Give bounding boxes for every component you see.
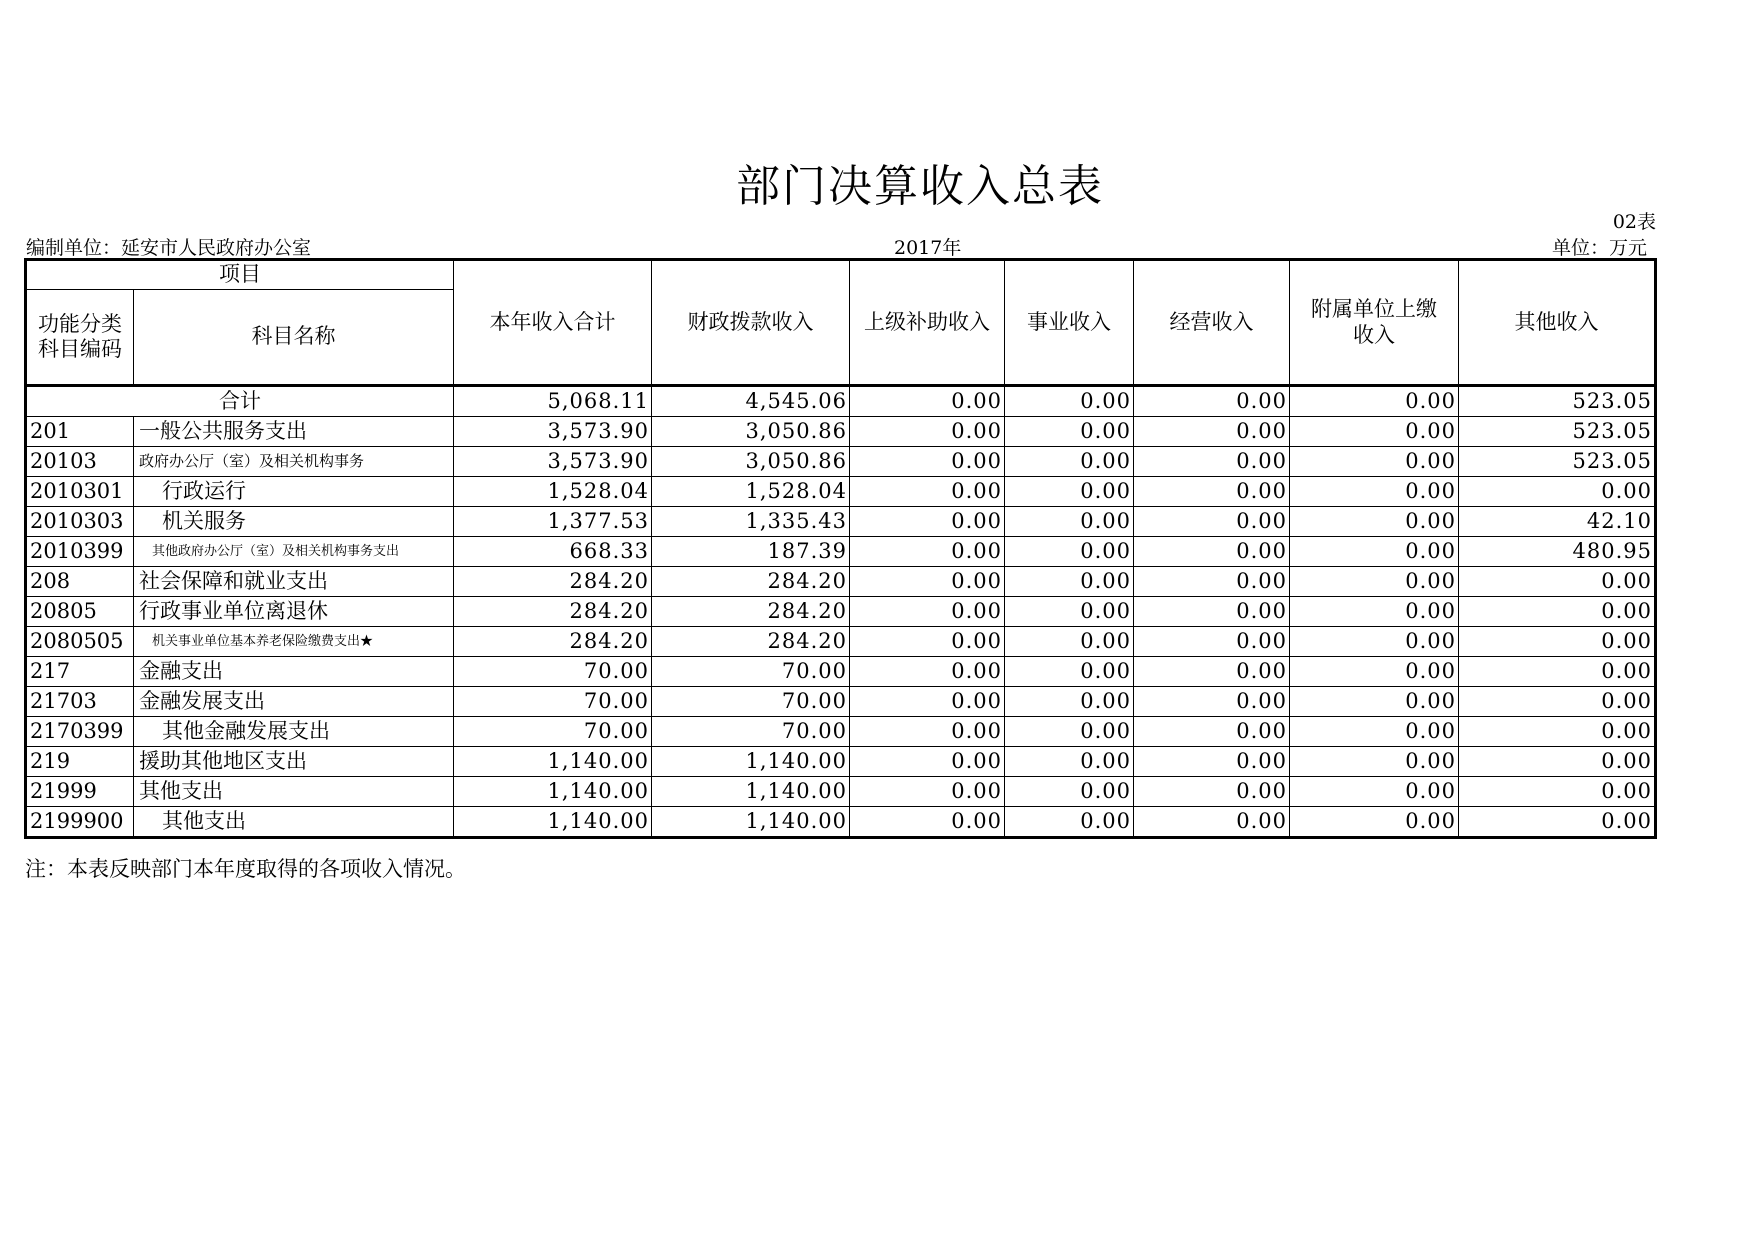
table-row bbox=[26, 477, 1656, 507]
row-code: 21999 bbox=[26, 777, 134, 807]
table-row bbox=[26, 807, 1656, 838]
row-value: 0.00 bbox=[1005, 417, 1134, 447]
row-value: 0.00 bbox=[850, 687, 1005, 717]
row-value: 480.95 bbox=[1459, 537, 1656, 567]
header-superior-subsidy: 上级补助收入 bbox=[850, 260, 1005, 386]
row-value: 70.00 bbox=[454, 687, 652, 717]
table-note: 注：本表反映部门本年度取得的各项收入情况。 bbox=[25, 857, 466, 881]
row-value: 0.00 bbox=[850, 717, 1005, 747]
row-value: 1,140.00 bbox=[454, 747, 652, 777]
row-name: 其他金融发展支出 bbox=[134, 717, 454, 747]
row-value: 284.20 bbox=[652, 597, 850, 627]
row-value: 1,528.04 bbox=[454, 477, 652, 507]
row-value: 0.00 bbox=[1290, 627, 1459, 657]
row-code: 20805 bbox=[26, 597, 134, 627]
row-name: 其他支出 bbox=[134, 807, 454, 838]
table-row bbox=[26, 687, 1656, 717]
table-row bbox=[26, 717, 1656, 747]
row-code: 208 bbox=[26, 567, 134, 597]
row-value: 0.00 bbox=[850, 567, 1005, 597]
row-name: 社会保障和就业支出 bbox=[134, 567, 454, 597]
header-project: 项目 bbox=[26, 260, 454, 290]
row-value: 0.00 bbox=[1005, 687, 1134, 717]
row-value: 0.00 bbox=[1134, 747, 1290, 777]
row-value: 284.20 bbox=[652, 627, 850, 657]
row-value: 1,140.00 bbox=[454, 807, 652, 838]
header-business-revenue: 事业收入 bbox=[1005, 260, 1134, 386]
row-value: 0.00 bbox=[1005, 447, 1134, 477]
row-code: 20103 bbox=[26, 447, 134, 477]
row-value: 0.00 bbox=[1134, 597, 1290, 627]
row-value: 1,377.53 bbox=[454, 507, 652, 537]
row-value: 0.00 bbox=[1459, 627, 1656, 657]
row-value: 0.00 bbox=[1005, 657, 1134, 687]
row-value: 0.00 bbox=[1134, 687, 1290, 717]
compiling-unit: 编制单位：延安市人民政府办公室 bbox=[26, 237, 312, 259]
row-value: 0.00 bbox=[850, 447, 1005, 477]
row-value: 0.00 bbox=[1134, 537, 1290, 567]
row-name: 一般公共服务支出 bbox=[134, 417, 454, 447]
total-row bbox=[26, 386, 1656, 417]
row-value: 70.00 bbox=[454, 657, 652, 687]
row-value: 1,140.00 bbox=[652, 777, 850, 807]
row-value: 1,140.00 bbox=[652, 747, 850, 777]
row-value: 1,140.00 bbox=[454, 777, 652, 807]
row-value: 0.00 bbox=[1290, 747, 1459, 777]
row-value: 0.00 bbox=[1459, 597, 1656, 627]
row-name: 行政运行 bbox=[134, 477, 454, 507]
table-row bbox=[26, 747, 1656, 777]
row-value: 284.20 bbox=[454, 627, 652, 657]
row-code: 217 bbox=[26, 657, 134, 687]
table-row bbox=[26, 447, 1656, 477]
header-operating-revenue: 经营收入 bbox=[1134, 260, 1290, 386]
row-value: 0.00 bbox=[1134, 717, 1290, 747]
row-name: 其他支出 bbox=[134, 777, 454, 807]
row-value: 0.00 bbox=[1459, 657, 1656, 687]
row-value: 0.00 bbox=[1005, 717, 1134, 747]
row-code: 201 bbox=[26, 417, 134, 447]
row-value: 0.00 bbox=[1459, 717, 1656, 747]
row-value: 0.00 bbox=[850, 537, 1005, 567]
table-number: 02表 bbox=[1612, 211, 1656, 233]
row-value: 0.00 bbox=[850, 477, 1005, 507]
row-value: 70.00 bbox=[652, 657, 850, 687]
row-name: 金融发展支出 bbox=[134, 687, 454, 717]
total-cell: 4,545.06 bbox=[652, 386, 850, 417]
row-value: 0.00 bbox=[1290, 417, 1459, 447]
table-row bbox=[26, 777, 1656, 807]
row-name: 援助其他地区支出 bbox=[134, 747, 454, 777]
row-value: 523.05 bbox=[1459, 447, 1656, 477]
row-value: 0.00 bbox=[1290, 507, 1459, 537]
row-value: 3,050.86 bbox=[652, 417, 850, 447]
row-value: 0.00 bbox=[850, 807, 1005, 838]
row-value: 0.00 bbox=[1459, 477, 1656, 507]
row-value: 187.39 bbox=[652, 537, 850, 567]
total-cell: 0.00 bbox=[1134, 386, 1290, 417]
row-value: 0.00 bbox=[850, 747, 1005, 777]
row-value: 0.00 bbox=[850, 597, 1005, 627]
row-value: 0.00 bbox=[1005, 597, 1134, 627]
row-value: 523.05 bbox=[1459, 417, 1656, 447]
row-value: 70.00 bbox=[652, 717, 850, 747]
row-value: 0.00 bbox=[850, 777, 1005, 807]
row-name: 机关服务 bbox=[134, 507, 454, 537]
row-value: 0.00 bbox=[850, 507, 1005, 537]
row-value: 3,573.90 bbox=[454, 417, 652, 447]
table-row bbox=[26, 597, 1656, 627]
row-value: 0.00 bbox=[1290, 687, 1459, 717]
row-value: 0.00 bbox=[1459, 567, 1656, 597]
header-function-code: 功能分类科目编码 bbox=[26, 290, 134, 386]
row-name: 行政事业单位离退休 bbox=[134, 597, 454, 627]
table-body bbox=[26, 386, 1656, 838]
row-code: 2199900 bbox=[26, 807, 134, 838]
row-value: 0.00 bbox=[1005, 747, 1134, 777]
total-cell: 523.05 bbox=[1459, 386, 1656, 417]
row-value: 0.00 bbox=[1005, 627, 1134, 657]
row-value: 0.00 bbox=[1134, 627, 1290, 657]
row-value: 0.00 bbox=[1290, 717, 1459, 747]
report-meta bbox=[24, 233, 1650, 259]
header-item-name: 科目名称 bbox=[134, 290, 454, 386]
row-value: 284.20 bbox=[652, 567, 850, 597]
table-row bbox=[26, 567, 1656, 597]
total-cell: 5,068.11 bbox=[454, 386, 652, 417]
row-value: 70.00 bbox=[652, 687, 850, 717]
table-row bbox=[26, 657, 1656, 687]
row-value: 0.00 bbox=[1290, 537, 1459, 567]
report-year: 2017年 bbox=[894, 237, 962, 259]
row-value: 0.00 bbox=[1290, 807, 1459, 838]
table-row bbox=[26, 507, 1656, 537]
row-value: 0.00 bbox=[1459, 777, 1656, 807]
row-code: 2010303 bbox=[26, 507, 134, 537]
row-value: 0.00 bbox=[1459, 807, 1656, 838]
row-value: 0.00 bbox=[1290, 447, 1459, 477]
row-value: 1,140.00 bbox=[652, 807, 850, 838]
total-cell: 0.00 bbox=[1290, 386, 1459, 417]
table-row bbox=[26, 627, 1656, 657]
row-value: 668.33 bbox=[454, 537, 652, 567]
row-name: 其他政府办公厅（室）及相关机构事务支出 bbox=[134, 537, 454, 567]
row-value: 0.00 bbox=[1134, 777, 1290, 807]
total-cell: 0.00 bbox=[1005, 386, 1134, 417]
row-value: 0.00 bbox=[1134, 477, 1290, 507]
row-name: 机关事业单位基本养老保险缴费支出★ bbox=[134, 627, 454, 657]
row-code: 2080505 bbox=[26, 627, 134, 657]
row-value: 0.00 bbox=[1005, 507, 1134, 537]
total-label: 合计 bbox=[26, 386, 454, 417]
table-row bbox=[26, 537, 1656, 567]
row-value: 3,050.86 bbox=[652, 447, 850, 477]
revenue-table bbox=[24, 258, 1657, 839]
row-value: 42.10 bbox=[1459, 507, 1656, 537]
row-value: 70.00 bbox=[454, 717, 652, 747]
row-value: 0.00 bbox=[850, 657, 1005, 687]
row-code: 2010301 bbox=[26, 477, 134, 507]
total-cell: 0.00 bbox=[850, 386, 1005, 417]
row-value: 0.00 bbox=[1290, 597, 1459, 627]
row-name: 金融支出 bbox=[134, 657, 454, 687]
row-value: 0.00 bbox=[1290, 657, 1459, 687]
row-value: 0.00 bbox=[1134, 657, 1290, 687]
row-value: 284.20 bbox=[454, 567, 652, 597]
row-code: 2170399 bbox=[26, 717, 134, 747]
row-value: 0.00 bbox=[1459, 747, 1656, 777]
row-value: 0.00 bbox=[1290, 777, 1459, 807]
row-value: 0.00 bbox=[850, 627, 1005, 657]
row-code: 21703 bbox=[26, 687, 134, 717]
row-value: 0.00 bbox=[1005, 537, 1134, 567]
row-code: 2010399 bbox=[26, 537, 134, 567]
row-code: 219 bbox=[26, 747, 134, 777]
row-value: 0.00 bbox=[1290, 477, 1459, 507]
row-name: 政府办公厅（室）及相关机构事务 bbox=[134, 447, 454, 477]
row-value: 0.00 bbox=[850, 417, 1005, 447]
row-value: 1,528.04 bbox=[652, 477, 850, 507]
row-value: 0.00 bbox=[1134, 417, 1290, 447]
header-affiliate-payment: 附属单位上缴收入 bbox=[1290, 260, 1459, 386]
row-value: 0.00 bbox=[1134, 567, 1290, 597]
row-value: 0.00 bbox=[1134, 507, 1290, 537]
row-value: 0.00 bbox=[1459, 687, 1656, 717]
row-value: 3,573.90 bbox=[454, 447, 652, 477]
row-value: 1,335.43 bbox=[652, 507, 850, 537]
table-header bbox=[26, 260, 1656, 386]
row-value: 284.20 bbox=[454, 597, 652, 627]
header-total-revenue: 本年收入合计 bbox=[454, 260, 652, 386]
header-other-revenue: 其他收入 bbox=[1459, 260, 1656, 386]
row-value: 0.00 bbox=[1134, 447, 1290, 477]
row-value: 0.00 bbox=[1290, 567, 1459, 597]
report-title: 部门决算收入总表 bbox=[736, 161, 1104, 212]
header-fiscal-appropriation: 财政拨款收入 bbox=[652, 260, 850, 386]
row-value: 0.00 bbox=[1005, 777, 1134, 807]
currency-unit: 单位：万元 bbox=[1551, 237, 1647, 259]
row-value: 0.00 bbox=[1005, 567, 1134, 597]
row-value: 0.00 bbox=[1134, 807, 1290, 838]
row-value: 0.00 bbox=[1005, 807, 1134, 838]
row-value: 0.00 bbox=[1005, 477, 1134, 507]
table-row bbox=[26, 417, 1656, 447]
